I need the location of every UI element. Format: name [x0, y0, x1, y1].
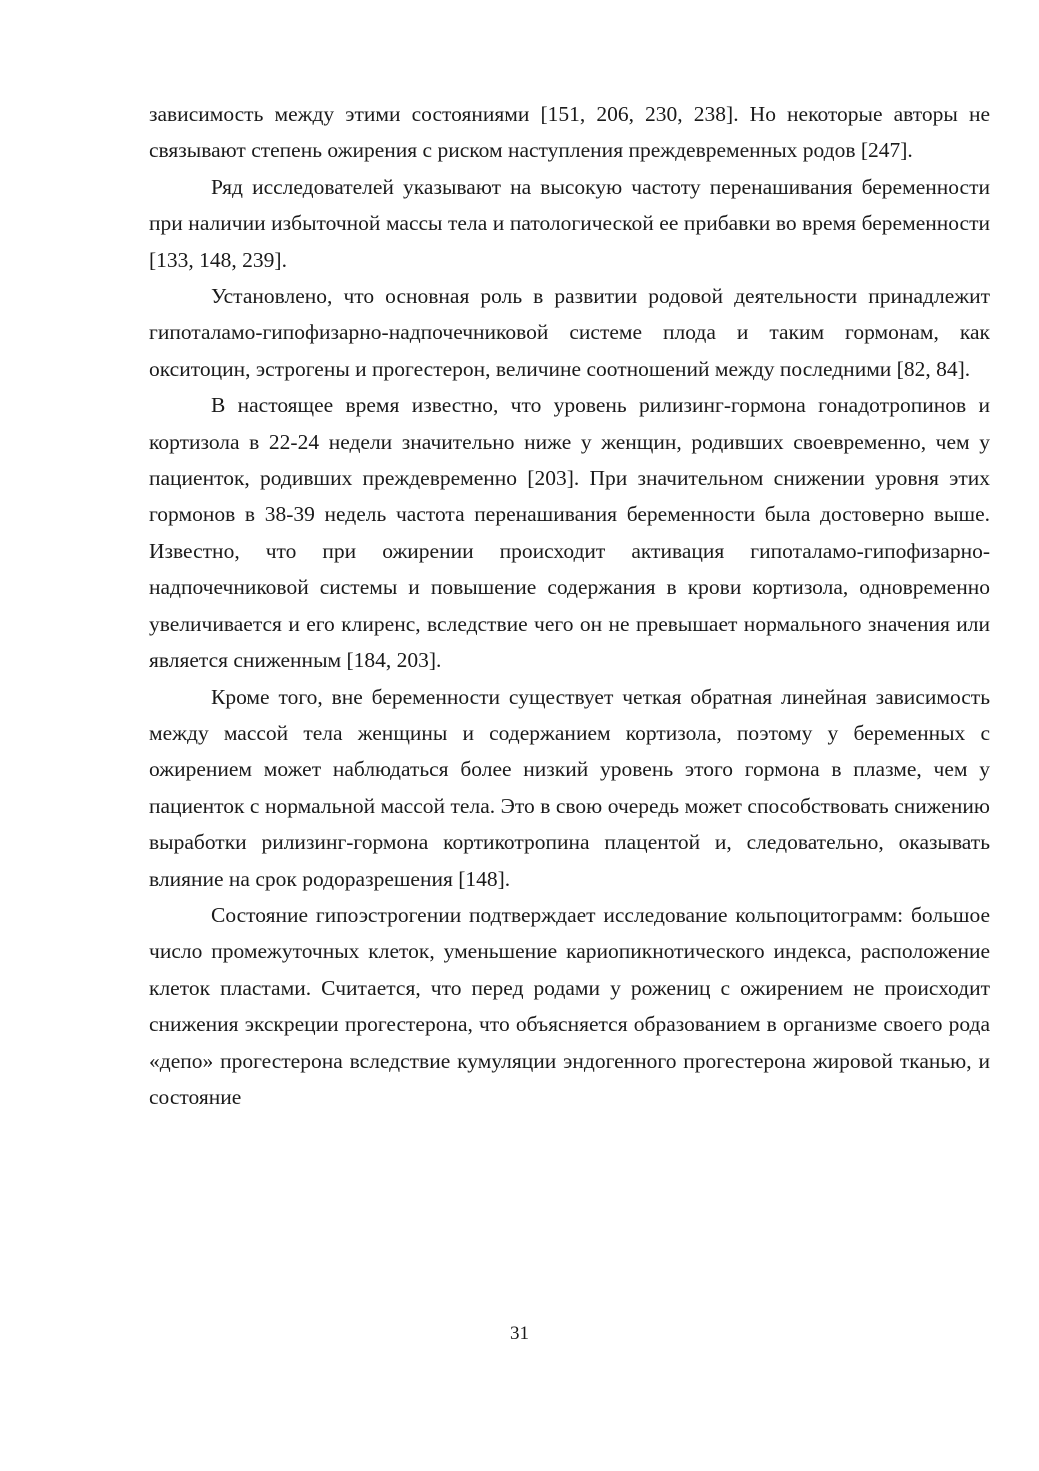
- paragraph: Ряд исследователей указывают на высокую частоту перенашивания беременности при наличии избыточной массы тела и патологической ее прибавки во время беременности [133, 148, 239].: [149, 174, 990, 272]
- paragraph: В настоящее время известно, что уровень рилизинг-гормона гонадотропинов и кортизола в 22-24 недели значительно ниже у женщин, родивших своевременно, чем у пациенток, родивших преждевременно [203]. При значительном снижении уровня этих гормонов в 38-39 недель частота перенашивания беременности была достоверно выше. Известно, что при ожирении происходит активация гипоталамо-гипофизарно-надпочечниковой системы и повышение содержания в крови кортизола, одновременно увеличивается и его клиренс, вследствие чего он не превышает нормального значения или является сниженным [184, 203].: [149, 393, 990, 673]
- paragraph: Состояние гипоэстрогении подтверждает исследование кольпоцитограмм: большое число промежуточных клеток, уменьшение кариопикнотического индекса, расположение клеток пластами. Считается, что перед родами у рожениц с ожирением не происходит снижения экскреции прогестерона, что объясняется образованием в организме своего рода «депо» прогестерона вследствие кумуляции эндогенного прогестерона жировой тканью, и состояние: [149, 902, 990, 1109]
- paragraph-continuation: зависимость между этими состояниями [151, 206, 230, 238]. Но некоторые авторы не связывают степень ожирения с риском наступления преждевременных родов [247].: [149, 102, 990, 163]
- text-body: [149, 96, 990, 1115]
- page-number: 31: [510, 1323, 529, 1344]
- paragraph: Кроме того, вне беременности существует четкая обратная линейная зависимость между массой тела женщины и содержанием кортизола, поэтому у беременных с ожирением может наблюдаться более низкий уровень этого гормона в плазме, чем у пациенток с нормальной массой тела. Это в свою очередь может способствовать снижению выработки рилизинг-гормона кортикотропина плацентой и, следовательно, оказывать влияние на срок родоразрешения [148].: [149, 684, 990, 891]
- paragraph: Установлено, что основная роль в развитии родовой деятельности принадлежит гипоталамо-гипофизарно-надпочечниковой системе плода и таким гормонам, как окситоцин, эстрогены и прогестерон, величине соотношений между последними [82, 84].: [149, 284, 990, 381]
